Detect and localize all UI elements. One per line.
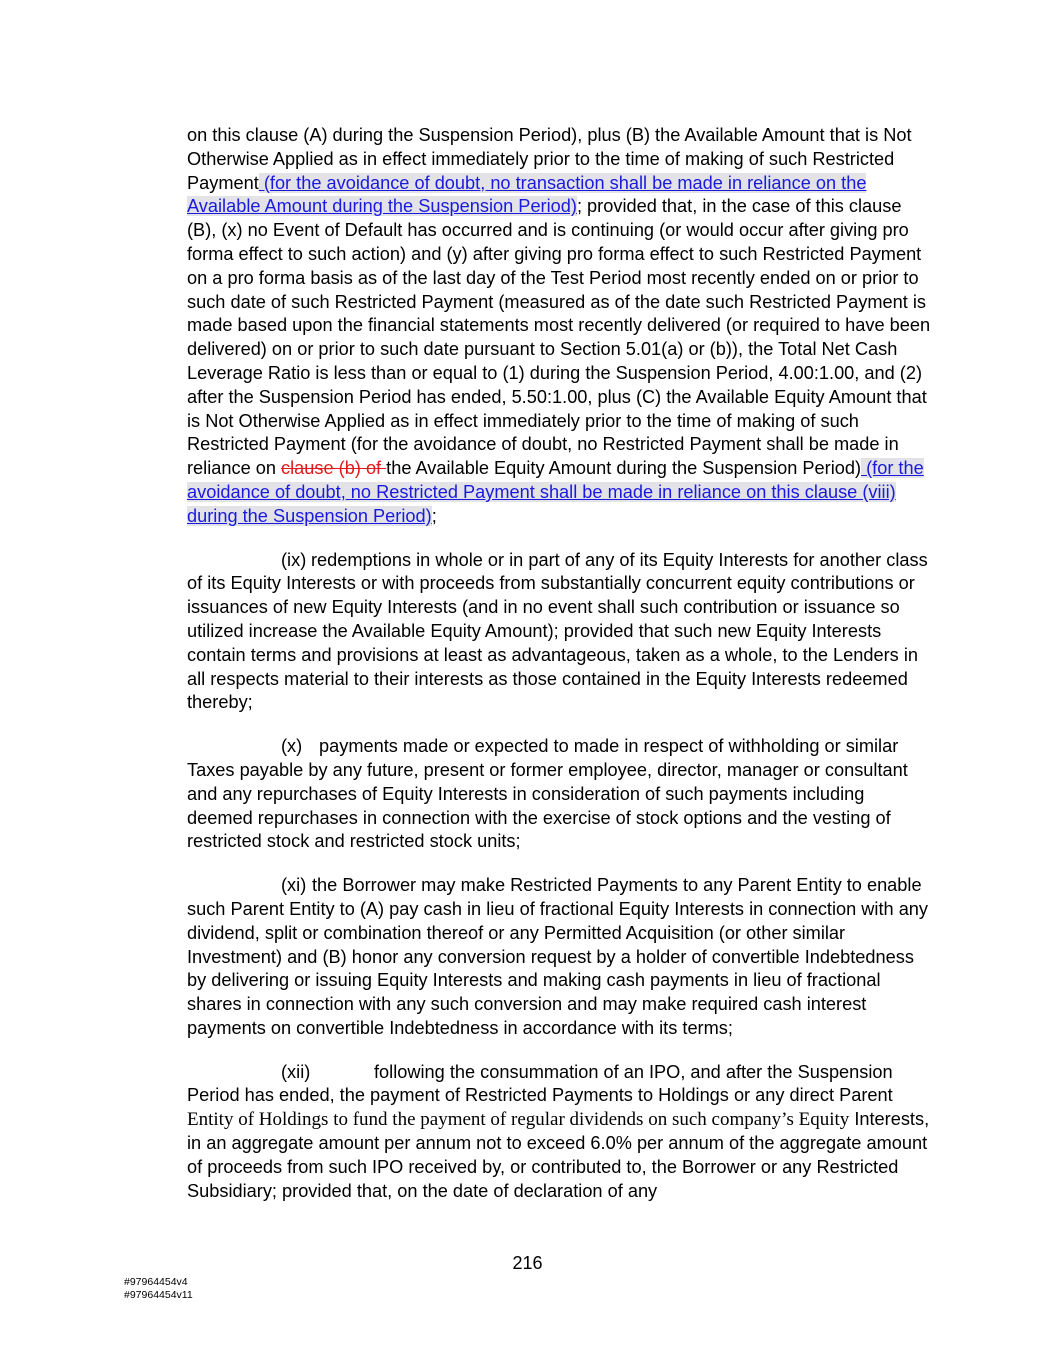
clause-ix [187,549,932,716]
paragraph-text-part-4: ; [431,505,437,526]
clause-xii [187,1061,932,1204]
clause-ix-number: (ix) [281,549,307,570]
paragraph-text-part-3: the Available Equity Amount during the Suspension Period) [386,458,862,479]
inserted-text-2: (for the avoidance of doubt, no Restricted Payment shall be made in reliance on this clause (viii) during the Suspension Period) [187,458,924,526]
clause-x-number: (x) [281,736,303,757]
deleted-text-1: clause (b) of [281,458,387,479]
paragraph-text-part-2: ; provided that, in the case of this clause (B), (x) no Event of Default has occurred and is continuing (or would occur after giving pro forma effect to such action) and (y) after giving pro forma effect to such Restricted Payment on a pro forma basis as of the last day of the Test Period most recently ended on or prior to such date of such Restricted Payment (measured as of the date such Restricted Payment is made based upon the financial statements most recently delivered (or required to have been delivered) on or prior to such date pursuant to Section 5.01(a) or (b)), the Total Net Cash Leverage Ratio is less than or equal to (1) during the Suspension Period, 4.00:1.00, and (2) after the Suspension Period has ended, 5.50:1.00, plus (C) the Available Equity Amount that is Not Otherwise Applied as in effect immediately prior to the time of making of such Restricted Payment (for the avoidance of doubt, no Restricted Payment shall be made in reliance on [187,196,931,479]
document-id-1: #97964454v4 [124,1276,188,1288]
clause-xii-text-serif: Entity of Holdings to fund the payment of regular dividends on such company’s Equity [187,1109,850,1131]
clause-xii-number: (xii) [281,1061,311,1082]
clause-xii-text-2: Interests, in an aggregate amount per annum not to exceed 6.0% per annum of the aggregate amount of proceeds from such IPO received by, or contributed to, the Borrower or any Restricted Subsidiary; provided that, on the date of declaration of any [187,1109,930,1201]
paragraph-text-part-1: on this clause (A) during the Suspension Period), plus (B) the Available Amount that is Not Otherwise Applied as in effect immediately prior to the time of making of such Restricted Payment [187,125,912,193]
clause-xii-text-1: following the consummation of an IPO, and after the Suspension Period has ended, the payment of Restricted Payments to Holdings or any direct Parent [187,1061,893,1106]
inserted-text-1: (for the avoidance of doubt, no transaction shall be made in reliance on the Available Amount during the Suspension Period) [187,172,867,217]
clause-ix-text: redemptions in whole or in part of any of its Equity Interests for another class of its Equity Interests or with proceeds from substantially concurrent equity contributions or issuances of new Equity Interests (and in no event shall such contribution or issuance so utilized increase the Available Equity Amount); provided that such new Equity Interests contain terms and provisions at least as advantageous, taken as a whole, to the Lenders in all respects material to their interests as those contained in the Equity Interests redeemed thereby; [187,549,928,713]
document-ids [124,1276,193,1302]
clause-xi-text: the Borrower may make Restricted Payments to any Parent Entity to enable such Parent Entity to (A) pay cash in lieu of fractional Equity Interests in connection with any dividend, split or combination thereof or any Permitted Acquisition (or other similar Investment) and (B) honor any conversion request by a holder of convertible Indebtedness by delivering or issuing Equity Interests and making cash payments in lieu of fractional shares in connection with any such conversion and may make required cash interest payments on convertible Indebtedness in accordance with its terms; [187,875,929,1038]
document-body [187,124,932,1223]
clause-xi-number: (xi) [281,875,307,896]
page-number: 216 [512,1253,543,1273]
clause-x [187,735,932,854]
document-id-2: #97964454v11 [124,1289,193,1301]
clause-x-text: payments made or expected to made in respect of withholding or similar Taxes payable by any future, present or former employee, director, manager or consultant and any repurchases of Equity Interests in consideration of such payments including deemed repurchases in connection with the exercise of stock options and the vesting of restricted stock and restricted stock units; [187,736,908,852]
clause-xi [187,874,932,1041]
paragraph-continuation [187,124,932,529]
